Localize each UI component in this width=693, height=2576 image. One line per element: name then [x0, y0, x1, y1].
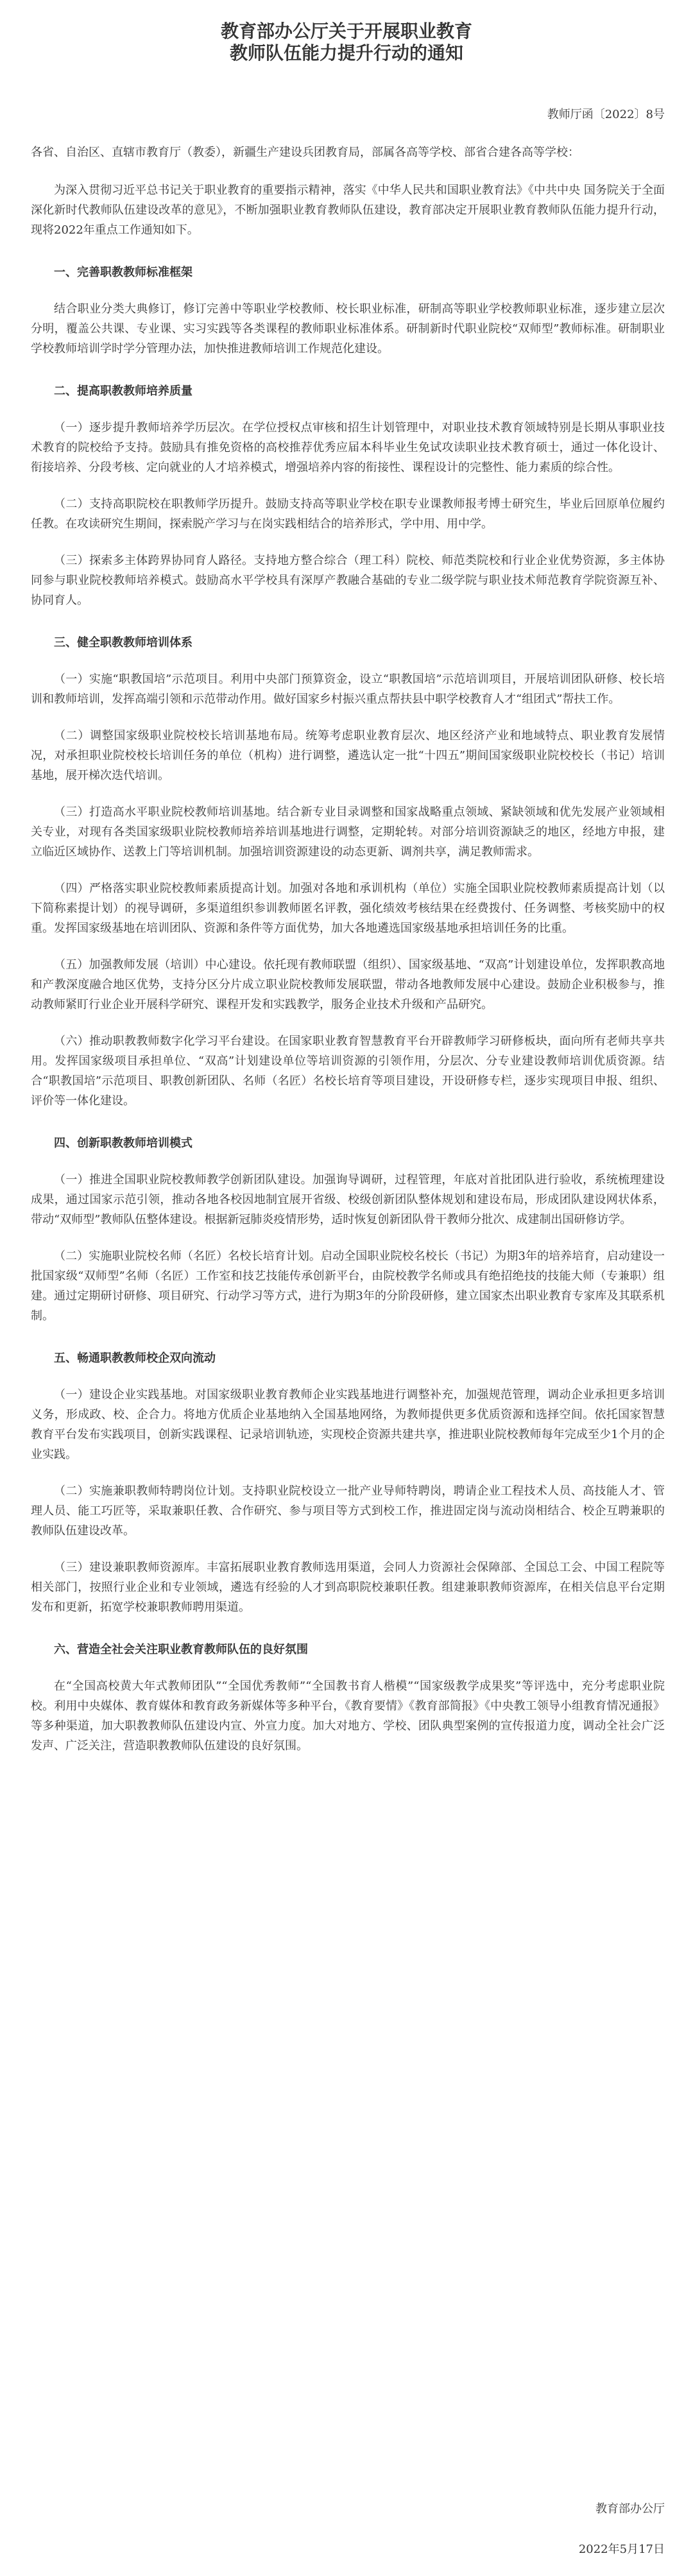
section-5: [0, 1349, 693, 1617]
document-number: 教师厅函〔2022〕8号: [547, 108, 665, 121]
closing-organization: 教育部办公厅: [595, 2502, 665, 2516]
title-line-1: 教育部办公厅关于开展职业教育: [220, 21, 472, 42]
section-paragraph: （二）调整国家级职业院校校长培训基地布局。统筹考虑职业教育层次、地区经济产业和地域特点、职业教育发展情况，对承担职业院校校长培训任务的单位（机构）进行调整，遴选认定一批“十四五”期间国家级职业院校校长（书记）培训基地，展开梯次迭代培训。: [31, 729, 665, 782]
section-paragraph: （三）建设兼职教师资源库。丰富拓展职业教育教师选用渠道，会同人力资源社会保障部、全国总工会、中国工程院等相关部门，按照行业企业和专业领域，遴选有经验的人才到高职院校兼职任教。组建兼职教师资源库，在相关信息平台定期发布和更新，拓宽学校兼职教师聘用渠道。: [31, 1561, 665, 1614]
section-heading: 三、健全职教教师培训体系: [54, 636, 193, 649]
section-paragraph: （二）支持高职院校在职教师学历提升。鼓励支持高等职业学校在职专业课教师报考博士研究生，毕业后回原单位履约任教。在攻读研究生期间，探索脱产学习与在岗实践相结合的培养形式，学中用、用中学。: [31, 497, 665, 531]
section-2: [0, 382, 693, 610]
section-heading: 六、营造全社会关注职业教育教师队伍的良好氛围: [54, 1643, 308, 1656]
section-paragraph: （一）逐步提升教师培养学历层次。在学位授权点审核和招生计划管理中，对职业技术教育领域特别是长期从事职业技术教育的院校给予支持。鼓励具有推免资格的高校推荐优秀应届本科毕业生免试攻读职业技术教育硕士，通过一体化设计、衔接培养、分段考核、定向就业的人才培养模式，增强培养内容的衔接性、课程设计的完整性、能力素质的综合性。: [31, 421, 665, 474]
section-paragraph: （三）探索多主体跨界协同育人路径。支持地方整合综合（理工科）院校、师范类院校和行业企业优势资源，多主体协同参与职业院校教师培养模式。鼓励高水平学校具有深厚产教融合基础的专业二级学院与职业技术师范教育学院资源互补、协同育人。: [31, 554, 665, 607]
addressee: 各省、自治区、直辖市教育厅（教委），新疆生产建设兵团教育局，部属各高等学校、部省合建各高等学校：: [31, 146, 579, 159]
document-title: [0, 0, 693, 64]
section-paragraph: （一）建设企业实践基地。对国家级职业教育教师企业实践基地进行调整补充，加强规范管理，调动企业承担更多培训义务，形成政、校、企合力。将地方优质企业基地纳入全国基地网络，为教师提供更多优质资源和选择空间。依托国家智慧教育平台发布实践项目，创新实践课程、记录培训轨迹，实现校企资源共建共享，推进职业院校教师每年完成至少1个月的企业实践。: [31, 1388, 665, 1461]
intro-paragraph: 为深入贯彻习近平总书记关于职业教育的重要指示精神，落实《中华人民共和国职业教育法》《中共中央 国务院关于全面深化新时代教师队伍建设改革的意见》，不断加强职业教育教师队伍建设，教育部决定开展职业教育教师队伍能力提升行动，现将2022年重点工作通知如下。: [31, 184, 665, 237]
section-paragraph: （二）实施职业院校名师（名匠）名校长培育计划。启动全国职业院校名校长（书记）为期3年的培养培育，启动建设一批国家级“双师型”名师（名匠）工作室和技艺技能传承创新平台，由院校教学名师或具有绝招绝技的技能大师（专兼职）组建。通过定期研讨研修、项目研究、行动学习等方式，进行为期3年的分阶段研修，建立国家杰出职业教育专家库及其联系机制。: [31, 1249, 665, 1323]
closing-date: 2022年5月17日: [578, 2543, 665, 2556]
section-paragraph: （四）严格落实职业院校教师素质提高计划。加强对各地和承训机构（单位）实施全国职业院校教师素质提高计划（以下简称素提计划）的视导调研，多渠道组织参训教师匿名评教，强化绩效考核结果在经费拨付、任务调整、考核奖励中的权重。发挥国家级基地在培训团队、资源和条件等方面优势，加大各地遴选国家级基地承担培训任务的比重。: [31, 882, 665, 935]
section-paragraph: （三）打造高水平职业院校教师培训基地。结合新专业目录调整和国家战略重点领域、紧缺领域和优先发展产业领域相关专业，对现有各类国家级职业院校教师培养培训基地进行调整，定期轮转。对部分培训资源缺乏的地区，经地方申报，建立临近区域协作、送教上门等培训机制。加强培训资源建设的动态更新、调剂共享，满足教师需求。: [31, 805, 665, 859]
section-1: [0, 263, 693, 359]
section-paragraph: 结合职业分类大典修订，修订完善中等职业学校教师、校长职业标准，研制高等职业学校教师职业标准，逐步建立层次分明，覆盖公共课、专业课、实习实践等各类课程的教师职业标准体系。研制新时代职业院校“双师型”教师标准。研制职业学校教师培训学时学分管理办法，加快推进教师培训工作规范化建设。: [31, 302, 665, 356]
section-paragraph: （二）实施兼职教师特聘岗位计划。支持职业院校设立一批产业导师特聘岗，聘请企业工程技术人员、高技能人才、管理人员、能工巧匠等，采取兼职任教、合作研究、参与项目等方式到校工作，推进固定岗与流动岗相结合、校企互聘兼职的教师队伍建设改革。: [31, 1484, 665, 1538]
section-3: [0, 633, 693, 1111]
section-heading: 一、完善职教教师标准框架: [54, 266, 193, 279]
section-paragraph: （一）实施“职教国培”示范项目。利用中央部门预算资金，设立“职教国培”示范培训项目，开展培训团队研修、校长培训和教师培训，发挥高端引领和示范带动作用。做好国家乡村振兴重点帮扶县中职学校教育人才“组团式”帮扶工作。: [31, 673, 665, 706]
section-6: [0, 1640, 693, 1756]
section-paragraph: 在“全国高校黄大年式教师团队”“全国优秀教师”“全国教书育人楷模”“国家级教学成果奖”等评选中，充分考虑职业院校。利用中央媒体、教育媒体和教育政务新媒体等多种平台，《教育要情》《教育部简报》《中央教工领导小组教育情况通报》等多种渠道，加大职教教师队伍建设内宣、外宣力度。加大对地方、学校、团队典型案例的宣传报道力度，调动全社会广泛发声、广泛关注，营造职教教师队伍建设的良好氛围。: [31, 1679, 665, 1753]
section-paragraph: （一）推进全国职业院校教师教学创新团队建设。加强询导调研，过程管理，年底对首批团队进行验收，系统梳理建设成果，通过国家示范引领，推动各地各校因地制宜展开省级、校级创新团队整体规划和建设布局，形成团队建设网状体系，带动“双师型”教师队伍整体建设。根据新冠肺炎疫情形势，适时恢复创新团队骨干教师分批次、成建制出国研修访学。: [31, 1173, 665, 1226]
title-line-2: 教师队伍能力提升行动的通知: [229, 42, 463, 64]
section-paragraph: （五）加强教师发展（培训）中心建设。依托现有教师联盟（组织）、国家级基地、“双高”计划建设单位，发挥职教高地和产教深度融合地区优势，支持分区分片成立职业院校教师发展联盟，带动各地教师发展中心建设。鼓励企业积极参与，推动教师紧盯行业企业开展科学研究、课程开发和实践教学，服务企业技术升级和产品研究。: [31, 958, 665, 1011]
section-heading: 二、提高职教教师培养质量: [54, 384, 193, 398]
section-4: [0, 1134, 693, 1326]
section-heading: 四、创新职教教师培训模式: [54, 1137, 193, 1150]
section-heading: 五、畅通职教教师校企双向流动: [54, 1352, 216, 1365]
section-paragraph: （六）推动职教教师数字化学习平台建设。在国家职业教育智慧教育平台开辟教师学习研修板块，面向所有老师共享共用。发挥国家级项目承担单位、“双高”计划建设单位等培训资源的引领作用，分层次、分专业建设教师培训优质资源。结合“职教国培”示范项目、职教创新团队、名师（名匠）名校长培育等项目建设，开设研修专栏，逐步实现项目申报、组织、评价等一体化建设。: [31, 1035, 665, 1108]
